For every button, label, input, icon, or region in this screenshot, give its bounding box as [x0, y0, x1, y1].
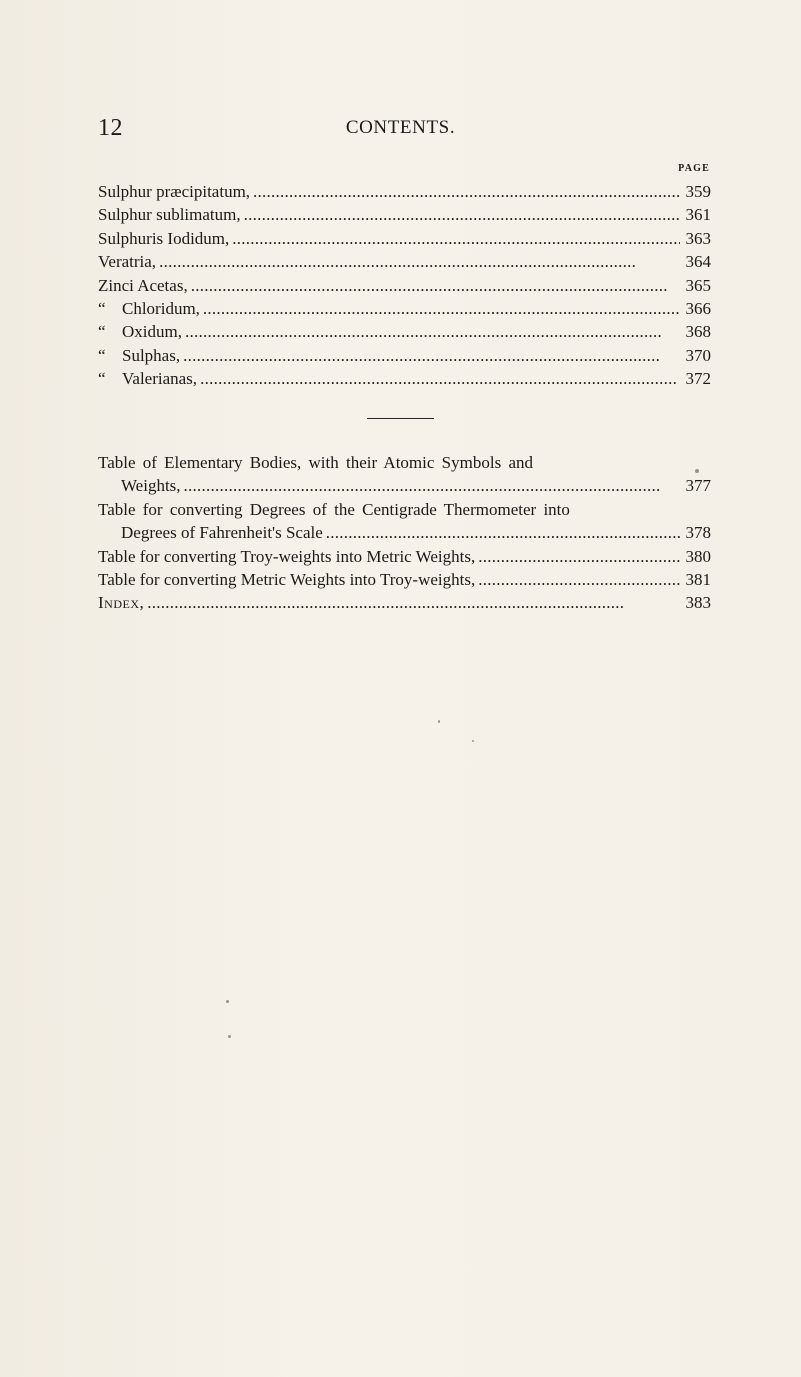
toc-entry-page: 381 [685, 569, 711, 589]
toc-entry-label: Zinci Acetas, [98, 275, 188, 295]
dot-leader [191, 274, 680, 297]
toc-entry-page: 364 [685, 252, 711, 272]
toc-entry [98, 297, 711, 320]
toc-entry [98, 180, 711, 203]
toc-entry-label: Degrees of Fahrenheit's Scale [121, 523, 323, 543]
dot-leader [183, 344, 680, 367]
toc-entry [98, 545, 711, 568]
toc-entry [98, 568, 711, 591]
toc-entry [98, 367, 711, 390]
ditto-mark: “ [98, 298, 106, 318]
toc-entry [98, 320, 711, 343]
toc-entry [98, 250, 711, 273]
toc-entry-label: Table for converting Metric Weights into Troy-weights, [98, 569, 476, 589]
toc-entry-page: 377 [685, 476, 711, 496]
toc-entry-text: Chloridum, [122, 298, 200, 318]
dot-leader [253, 180, 680, 203]
toc-entry-label: Table for converting Troy-weights into Metric Weights, [98, 546, 476, 566]
paper-speck [472, 740, 474, 742]
paper-speck [695, 469, 699, 473]
toc-entry-text: Sulphas, [122, 345, 181, 365]
ditto-mark: “ [98, 322, 106, 342]
toc-entry-label: Sulphuris Iodidum, [98, 228, 230, 248]
dot-leader [232, 227, 680, 250]
page-number: 12 [98, 115, 123, 141]
dot-leader [159, 250, 680, 273]
toc-entry-label: Weights, [121, 476, 181, 496]
running-head: CONTENTS. [345, 117, 456, 138]
dot-leader [326, 521, 680, 544]
toc-entry-text: Valerianas, [122, 369, 198, 389]
dot-leader [147, 591, 680, 614]
toc-entry-page: 366 [685, 298, 711, 318]
ditto-mark: “ [98, 345, 106, 365]
paper-speck [228, 1035, 231, 1038]
toc-entry-page: 370 [685, 345, 711, 365]
ditto-mark: “ [98, 369, 106, 389]
toc-entry-page: 359 [685, 182, 711, 201]
toc-entry-label: Veratria, [98, 252, 157, 272]
toc-section-2 [98, 451, 711, 615]
toc-entry-label [98, 344, 180, 367]
toc-entry-page: 380 [685, 546, 711, 566]
toc-entry-text: Oxidum, [122, 322, 182, 342]
toc-entry [98, 274, 711, 297]
toc-section-1 [98, 180, 711, 391]
toc-entry-page: 363 [685, 228, 711, 248]
toc-entry-page: 368 [685, 322, 711, 342]
toc-entry [98, 344, 711, 367]
toc-entry-page: 378 [685, 523, 711, 543]
toc-entry-label [98, 367, 197, 390]
dot-leader [185, 320, 680, 343]
toc-entry [98, 474, 711, 497]
dot-leader [478, 568, 680, 591]
toc-entry-line: Table for converting Degrees of the Centigrade Thermometer into [98, 499, 570, 519]
dot-leader [244, 203, 680, 226]
paper-speck [438, 720, 440, 723]
toc-entry-label [98, 320, 182, 343]
toc-entry [98, 521, 711, 544]
dot-leader [203, 297, 680, 320]
toc-entry-line: Table of Elementary Bodies, with their Atomic Symbols and [98, 453, 533, 472]
toc-entry-label: Sulphur præcipitatum, [98, 182, 251, 201]
toc-entry [98, 227, 711, 250]
toc-entry-label [98, 297, 200, 320]
dot-leader [200, 367, 680, 390]
toc-entry [98, 591, 711, 614]
toc-entry-label: Index, [98, 593, 145, 613]
dot-leader [184, 474, 680, 497]
toc-entry-page: 372 [685, 369, 711, 389]
toc-entry-page: 383 [685, 593, 711, 613]
paper-speck [226, 1000, 229, 1003]
toc-entry-page: 365 [685, 275, 711, 295]
section-divider-rule [367, 418, 434, 419]
dot-leader [478, 545, 680, 568]
toc-entry [98, 203, 711, 226]
page-column-label: PAGE [678, 163, 710, 174]
toc-entry-label: Sulphur sublimatum, [98, 205, 241, 225]
toc-entry-page: 361 [685, 205, 711, 225]
